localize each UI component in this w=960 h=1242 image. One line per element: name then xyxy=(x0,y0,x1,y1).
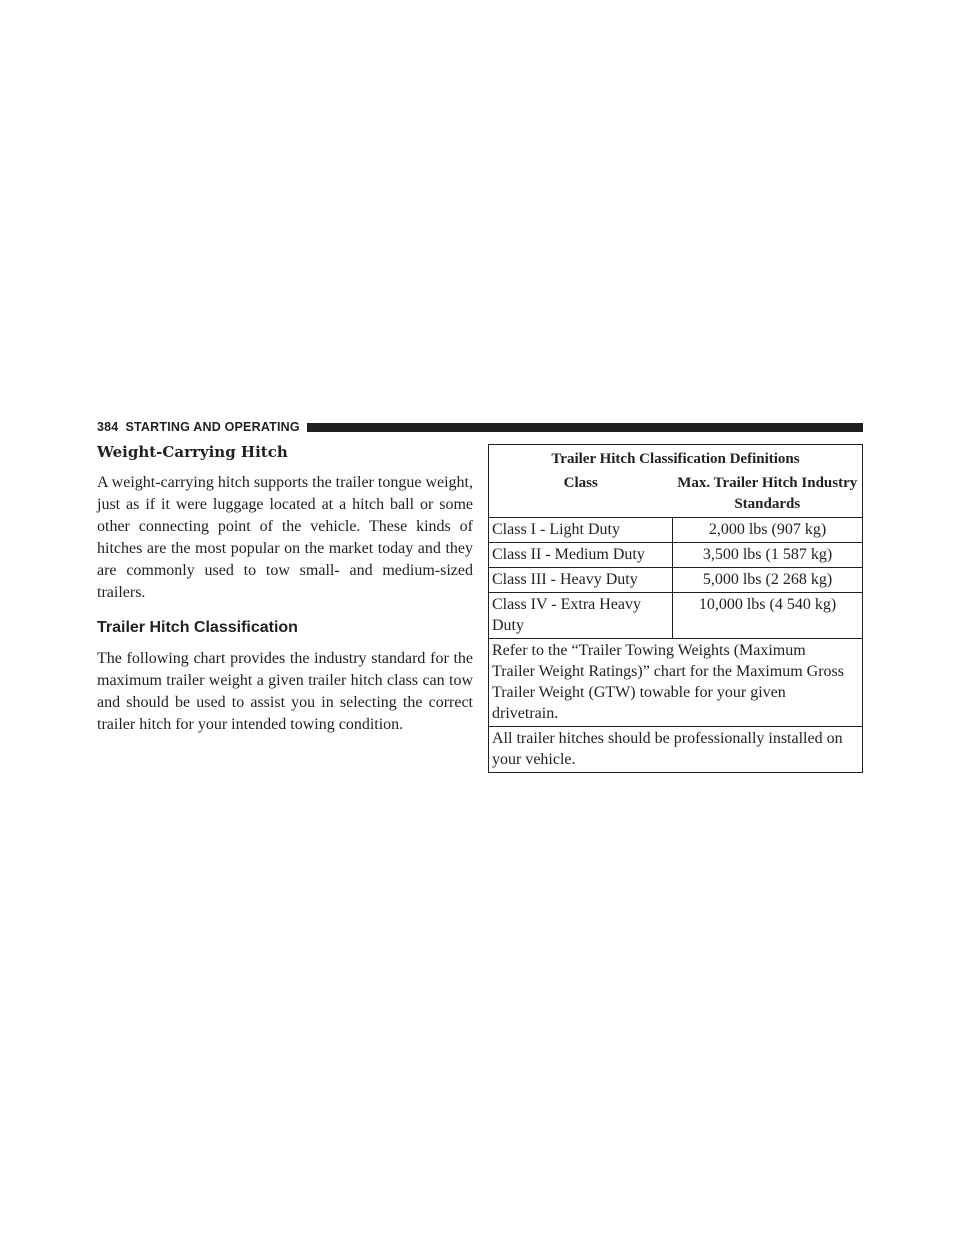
max-weight-cell: 3,500 lbs (1 587 kg) xyxy=(673,543,863,568)
section-title: STARTING AND OPERATING xyxy=(125,420,300,434)
page-number: 384 xyxy=(97,420,119,434)
class-cell: Class IV - Extra Heavy Duty xyxy=(489,593,673,639)
max-weight-cell: 5,000 lbs (2 268 kg) xyxy=(673,568,863,593)
max-weight-cell: 2,000 lbs (907 kg) xyxy=(673,518,863,543)
running-header xyxy=(97,419,863,435)
class-cell: Class I - Light Duty xyxy=(489,518,673,543)
class-cell: Class II - Medium Duty xyxy=(489,543,673,568)
table-row xyxy=(489,518,863,543)
classification-heading: Trailer Hitch Classification xyxy=(97,619,298,636)
table-row xyxy=(489,543,863,568)
max-weight-cell: 10,000 lbs (4 540 kg) xyxy=(673,593,863,639)
table-row xyxy=(489,593,863,639)
table-note-row xyxy=(489,639,863,727)
table-note-gtw: Refer to the “Trailer Towing Weights (Maximum Trailer Weight Ratings)” chart for the Maximum Gross Trailer Weight (GTW) towable for your given drivetrain. xyxy=(489,639,863,727)
table-title: Trailer Hitch Classification Definitions xyxy=(489,445,863,473)
table-header-row xyxy=(489,472,863,518)
column-header-max: Max. Trailer Hitch Industry Standards xyxy=(673,472,863,518)
class-cell: Class III - Heavy Duty xyxy=(489,568,673,593)
table-note-row xyxy=(489,727,863,773)
left-column xyxy=(97,441,473,736)
weight-carrying-paragraph: A weight-carrying hitch supports the trailer tongue weight, just as if it were luggage located at a hitch ball or some other connecting point of the vehicle. These kinds of hitches are the most popular on the market today and they are commonly used to tow small- and medium-sized trailers. xyxy=(97,474,473,601)
classification-paragraph: The following chart provides the industry standard for the maximum trailer weight a given trailer hitch class can tow and should be used to assist you in selecting the correct trailer hitch for your intended towing condition. xyxy=(97,650,473,733)
table-row xyxy=(489,568,863,593)
table-note-install: All trailer hitches should be professionally installed on your vehicle. xyxy=(489,727,863,773)
column-header-class: Class xyxy=(489,472,673,518)
weight-carrying-heading: Weight-Carrying Hitch xyxy=(97,443,288,461)
table-title-row xyxy=(489,445,863,473)
header-rule xyxy=(307,423,863,432)
hitch-classification-table xyxy=(488,444,863,773)
